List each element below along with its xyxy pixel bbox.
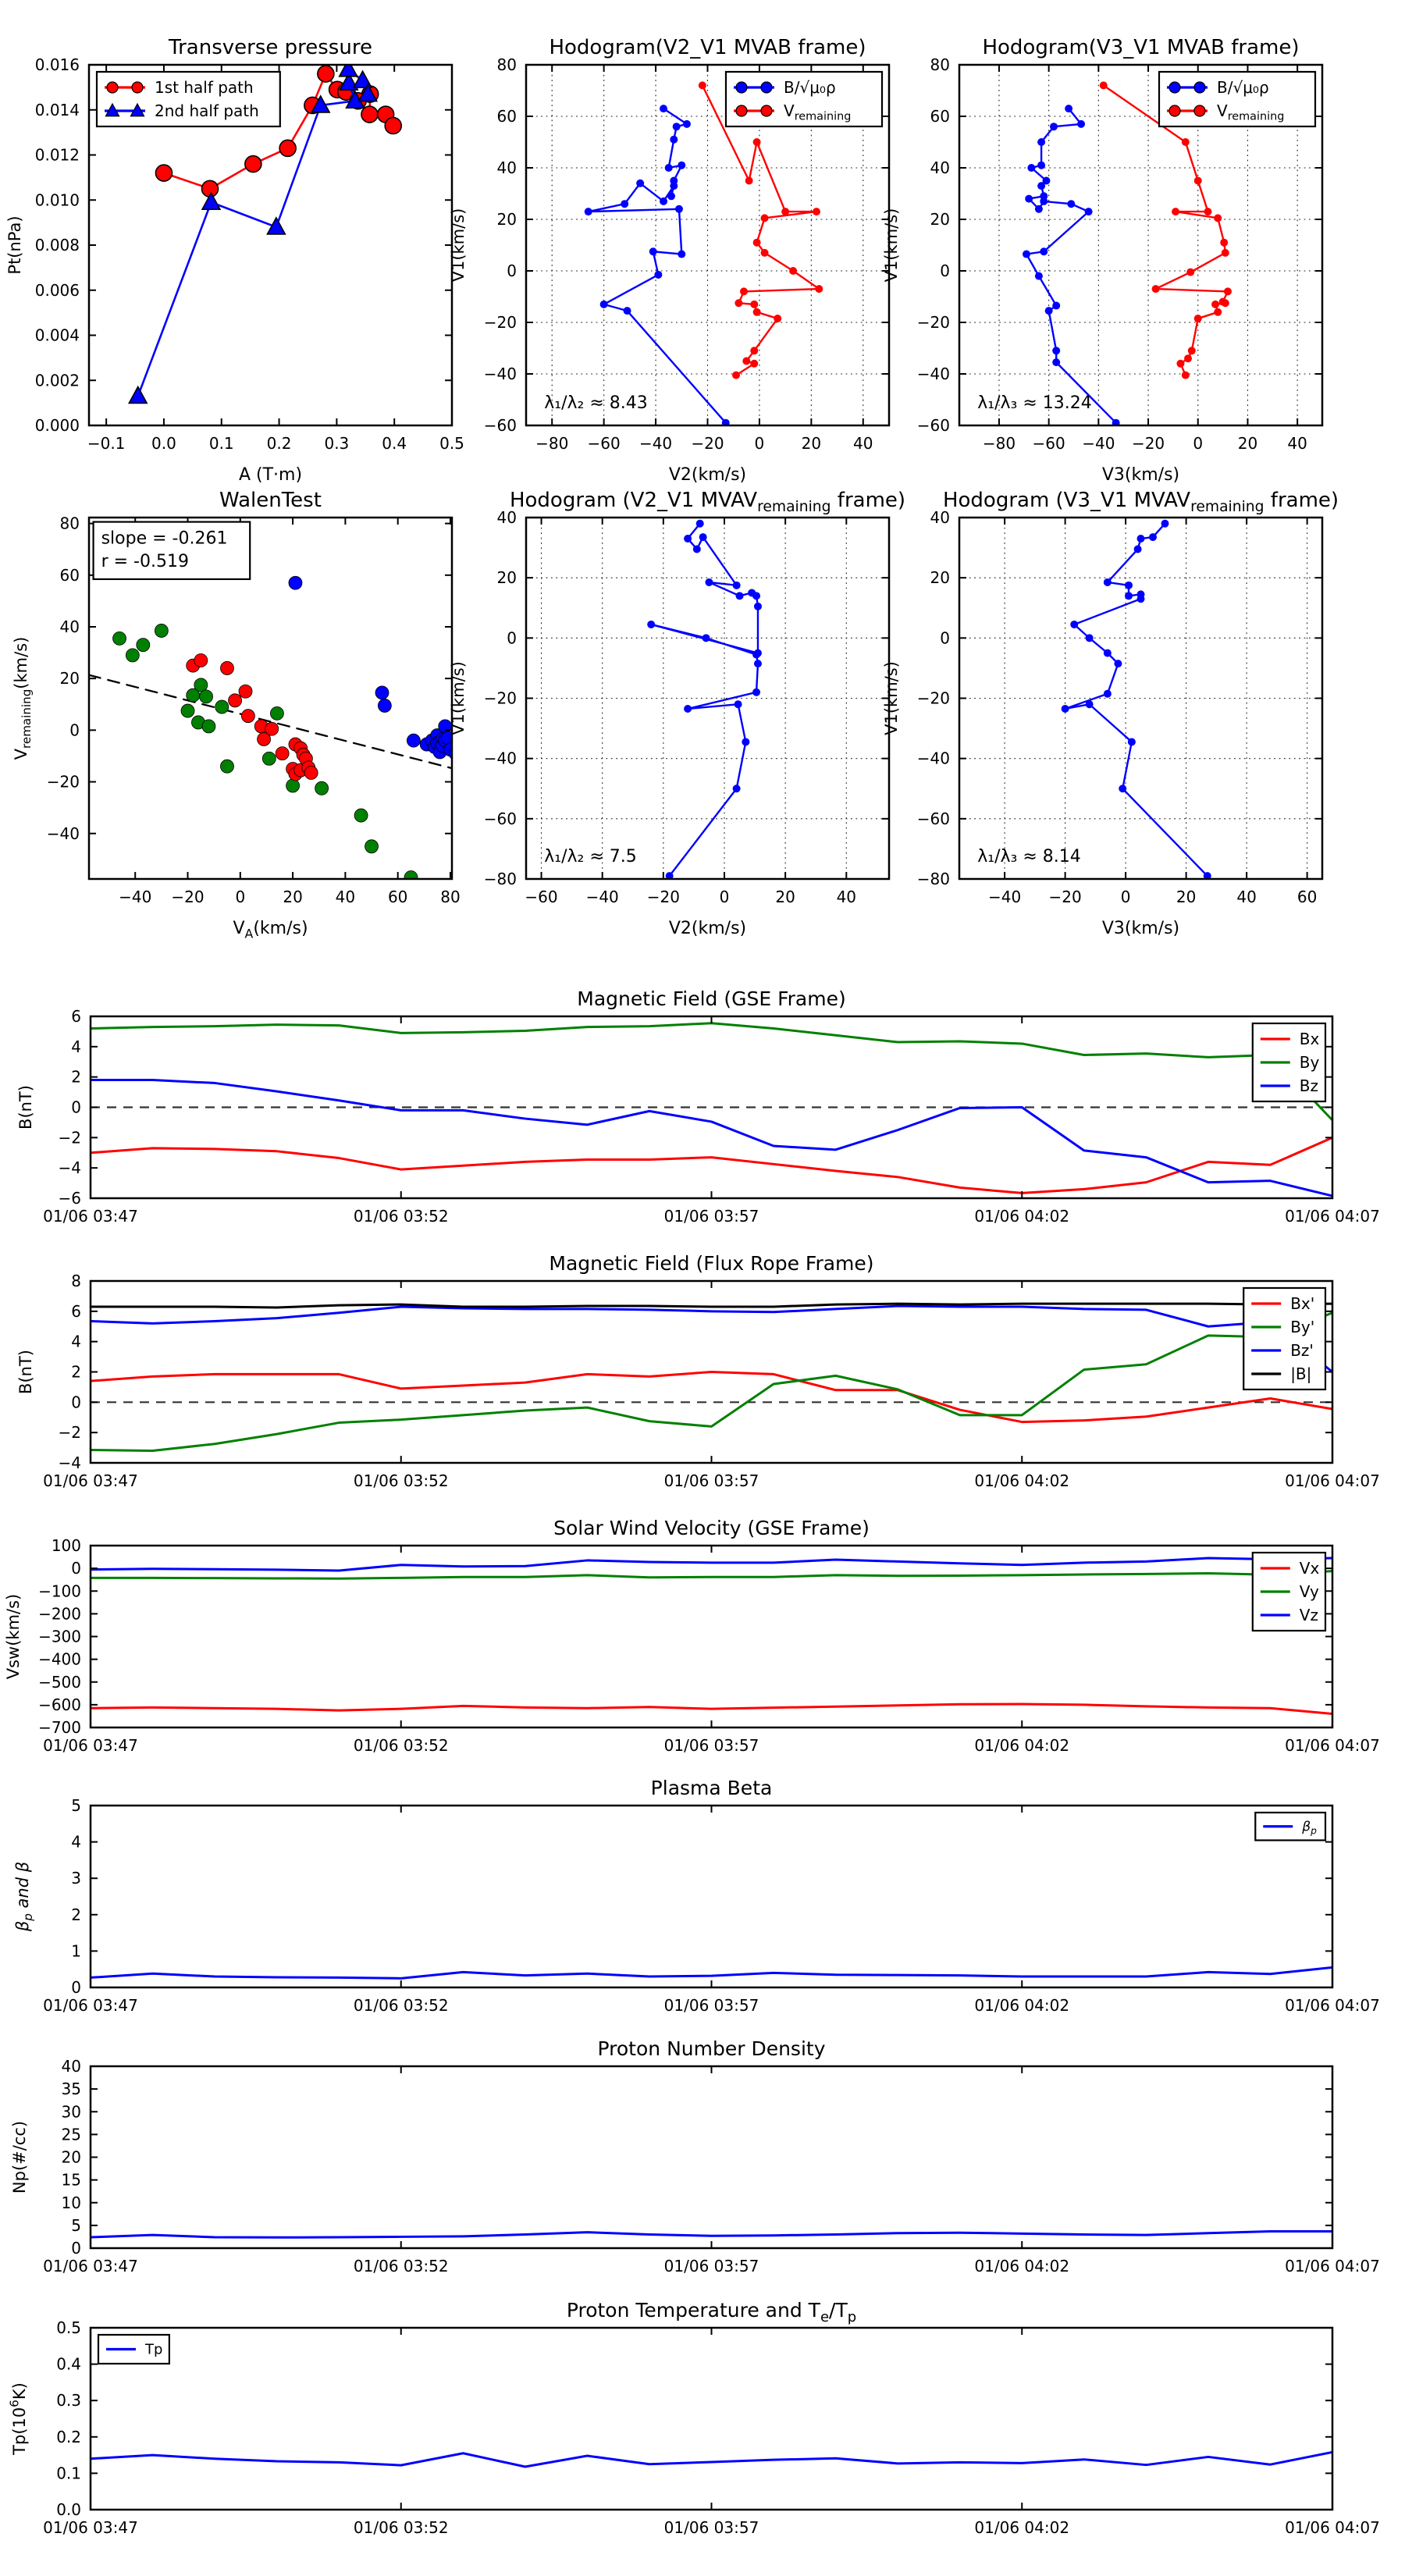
svg-text:01/06 04:02: 01/06 04:02	[974, 1471, 1070, 1490]
svg-text:20: 20	[801, 434, 822, 453]
svg-text:−20: −20	[46, 772, 80, 792]
svg-text:60: 60	[1297, 888, 1318, 906]
svg-text:0.3: 0.3	[324, 434, 350, 453]
svg-text:20: 20	[930, 210, 950, 229]
svg-text:A (T·m): A (T·m)	[238, 465, 303, 485]
svg-text:15: 15	[61, 2170, 81, 2190]
svg-text:By: By	[1299, 1052, 1320, 1072]
svg-text:−60: −60	[916, 809, 950, 828]
svg-text:−60: −60	[483, 416, 517, 435]
svg-text:0.006: 0.006	[34, 280, 80, 300]
svg-text:01/06 04:02: 01/06 04:02	[974, 2518, 1070, 2537]
svg-text:−40: −40	[916, 365, 950, 383]
svg-text:20: 20	[496, 568, 517, 588]
svg-text:40: 40	[930, 508, 950, 527]
svg-text:0.014: 0.014	[34, 100, 80, 119]
svg-text:60: 60	[387, 888, 408, 906]
svg-text:Tp(106K): $Tp(10^6K)$	[7, 2382, 29, 2455]
svg-text:0.2: 0.2	[266, 434, 292, 453]
svg-text:40: 40	[1287, 434, 1307, 453]
svg-text:0: 0	[719, 888, 730, 906]
svg-text:60: 60	[930, 107, 950, 126]
svg-text:Transverse pressure: Transverse pressure	[169, 36, 372, 59]
svg-text:V3(km/s): V3(km/s)	[1101, 919, 1180, 938]
svg-text:40: 40	[930, 158, 950, 177]
svg-text:10: 10	[61, 2193, 81, 2212]
svg-text:0.010: 0.010	[34, 190, 80, 210]
svg-text:5: 5	[71, 1796, 81, 1815]
svg-text:−20: −20	[646, 888, 680, 906]
svg-text:Plasma Beta: Plasma Beta	[650, 1777, 773, 1799]
svg-text:3: 3	[71, 1869, 81, 1888]
svg-text:01/06 03:57: 01/06 03:57	[663, 1996, 759, 2015]
svg-text:By': By'	[1290, 1317, 1315, 1336]
svg-text:01/06 03:52: 01/06 03:52	[353, 2257, 449, 2275]
svg-text:−40: −40	[988, 888, 1022, 906]
svg-text:0.5: 0.5	[439, 434, 464, 453]
svg-text:−80: −80	[535, 434, 569, 453]
svg-text:0.2: 0.2	[56, 2427, 81, 2446]
svg-text:0: 0	[71, 1978, 81, 1997]
svg-text:Proton Temperature and Te/Tp: Proton Temperature and $T_e/T_p$	[566, 2299, 857, 2325]
svg-text:Proton Number Density: Proton Number Density	[597, 2037, 826, 2060]
svg-text:40: 40	[335, 888, 356, 906]
svg-text:0.1: 0.1	[208, 434, 234, 453]
svg-text:Magnetic Field (Flux Rope Fram: Magnetic Field (Flux Rope Frame)	[549, 1252, 874, 1275]
svg-text:r = -0.519: r = -0.519	[101, 551, 189, 571]
svg-text:V1(km/s): V1(km/s)	[882, 208, 901, 283]
svg-text:40: 40	[496, 158, 517, 177]
svg-text:−40: −40	[119, 888, 152, 906]
svg-text:20: 20	[61, 2147, 81, 2167]
svg-text:4: 4	[71, 1037, 81, 1056]
svg-text:Bx: Bx	[1299, 1029, 1320, 1048]
svg-text:−80: −80	[916, 870, 950, 888]
hodogram-v3v1-mvav-chart	[873, 482, 1397, 957]
svg-text:|B|: |B|	[1290, 1364, 1312, 1383]
svg-text:0: 0	[71, 1559, 81, 1578]
svg-text:0: 0	[507, 628, 517, 648]
svg-text:Solar Wind Velocity (GSE Frame: Solar Wind Velocity (GSE Frame)	[553, 1517, 870, 1539]
proton-temperature-chart	[5, 2292, 1404, 2560]
svg-text:01/06 03:47: 01/06 03:47	[43, 1471, 138, 1490]
svg-text:0: 0	[69, 720, 80, 740]
svg-text:Bx': Bx'	[1290, 1293, 1315, 1313]
svg-text:01/06 03:52: 01/06 03:52	[353, 2518, 449, 2537]
svg-text:01/06 03:47: 01/06 03:47	[43, 1207, 138, 1226]
svg-text:−700: −700	[38, 1718, 81, 1737]
proton-density-chart	[5, 2030, 1404, 2298]
svg-text:2: 2	[71, 1067, 81, 1087]
svg-text:βp: $\beta_p$	[1302, 1819, 1317, 1837]
svg-text:V1(km/s): V1(km/s)	[449, 208, 468, 283]
svg-text:λ₁/λ₃ ≈ 13.24: λ₁/λ₃ ≈ 13.24	[977, 393, 1092, 414]
svg-text:slope = -0.261: slope = -0.261	[101, 528, 228, 549]
svg-text:01/06 03:57: 01/06 03:57	[663, 2518, 759, 2537]
svg-text:−20: −20	[171, 888, 205, 906]
svg-text:V2(km/s): V2(km/s)	[668, 465, 747, 485]
svg-text:20: 20	[283, 888, 303, 906]
svg-text:B/√μ₀ρ: B/√μ₀ρ	[784, 77, 836, 97]
svg-text:01/06 04:02: 01/06 04:02	[974, 1996, 1070, 2015]
svg-text:−60: −60	[587, 434, 621, 453]
svg-text:0.3: 0.3	[56, 2391, 81, 2411]
svg-text:βp and β: $\beta_p$ and β	[13, 1861, 36, 1932]
svg-text:Vremaining(km/s): $V_{remaining}(km/s)$	[12, 636, 34, 760]
svg-text:−4: −4	[58, 1158, 81, 1178]
svg-text:0: 0	[235, 888, 246, 906]
svg-text:4: 4	[71, 1832, 81, 1852]
svg-text:−80: −80	[982, 434, 1016, 453]
svg-text:6: 6	[71, 1301, 81, 1321]
svg-text:−40: −40	[483, 749, 517, 768]
svg-text:−2: −2	[58, 1128, 81, 1147]
svg-text:40: 40	[59, 617, 80, 636]
svg-text:0.0: 0.0	[56, 2500, 81, 2519]
svg-text:λ₁/λ₃ ≈ 8.14: λ₁/λ₃ ≈ 8.14	[977, 847, 1081, 867]
svg-text:60: 60	[59, 565, 80, 585]
svg-text:−2: −2	[58, 1423, 81, 1443]
svg-text:0.002: 0.002	[34, 371, 80, 390]
svg-text:V1(km/s): V1(km/s)	[882, 661, 901, 735]
svg-text:1: 1	[71, 1941, 81, 1961]
svg-text:V2(km/s): V2(km/s)	[668, 919, 747, 938]
svg-text:5: 5	[71, 2215, 81, 2235]
svg-text:0.4: 0.4	[56, 2354, 81, 2374]
svg-text:−40: −40	[483, 365, 517, 383]
svg-text:0: 0	[71, 1393, 81, 1412]
svg-text:01/06 04:02: 01/06 04:02	[974, 1736, 1070, 1755]
svg-text:V1(km/s): V1(km/s)	[449, 661, 468, 735]
svg-text:B/√μ₀ρ: B/√μ₀ρ	[1217, 77, 1269, 97]
svg-text:01/06 03:52: 01/06 03:52	[353, 1471, 449, 1490]
svg-text:Bz: Bz	[1299, 1076, 1319, 1095]
svg-text:−60: −60	[483, 809, 517, 828]
plasma-beta-chart	[5, 1770, 1404, 2037]
svg-text:40: 40	[1236, 888, 1257, 906]
svg-text:40: 40	[61, 2057, 81, 2076]
svg-text:01/06 03:47: 01/06 03:47	[43, 1996, 138, 2015]
svg-text:01/06 04:02: 01/06 04:02	[974, 2257, 1070, 2275]
svg-text:2nd half path: 2nd half path	[155, 101, 259, 120]
svg-text:0: 0	[1120, 888, 1131, 906]
svg-text:80: 80	[930, 55, 950, 74]
svg-text:Vz: Vz	[1299, 1605, 1318, 1624]
svg-text:−80: −80	[483, 870, 517, 888]
svg-text:Hodogram (V2_V1 MVAVremaining: Hodogram (V2_V1 $MVAV_{remaining}$ frame)	[509, 489, 906, 516]
svg-text:−20: −20	[1048, 888, 1082, 906]
svg-text:−40: −40	[916, 749, 950, 768]
svg-text:4: 4	[71, 1332, 81, 1351]
svg-text:0: 0	[940, 262, 950, 280]
svg-text:40: 40	[836, 888, 857, 906]
svg-text:01/06 03:52: 01/06 03:52	[353, 1996, 449, 2015]
svg-text:30: 30	[61, 2102, 81, 2122]
svg-text:35: 35	[61, 2080, 81, 2099]
svg-text:60: 60	[496, 107, 517, 126]
hodogram-v3v1-mvab-chart	[873, 29, 1397, 503]
svg-text:20: 20	[1176, 888, 1197, 906]
svg-text:0.000: 0.000	[34, 416, 80, 435]
svg-text:Np(#/cc): Np(#/cc)	[10, 2120, 29, 2194]
svg-text:0: 0	[940, 628, 950, 648]
svg-text:−300: −300	[38, 1627, 81, 1646]
svg-text:0: 0	[71, 1098, 81, 1117]
svg-text:VA(km/s): $V_A(km/s)$	[233, 919, 308, 941]
svg-text:01/06 04:02: 01/06 04:02	[974, 1207, 1070, 1226]
svg-text:01/06 03:52: 01/06 03:52	[353, 1736, 449, 1755]
svg-text:0.5: 0.5	[56, 2318, 81, 2337]
svg-text:100: 100	[51, 1536, 81, 1555]
b-gse-chart	[5, 980, 1404, 1248]
svg-text:−100: −100	[38, 1582, 81, 1601]
svg-text:0.016: 0.016	[34, 55, 80, 74]
svg-text:Hodogram(V3_V1 MVAB frame): Hodogram(V3_V1 MVAB frame)	[982, 36, 1300, 59]
svg-text:−20: −20	[691, 434, 724, 453]
svg-text:λ₁/λ₂ ≈ 8.43: λ₁/λ₂ ≈ 8.43	[544, 393, 648, 414]
svg-text:6: 6	[71, 1007, 81, 1026]
svg-text:−20: −20	[483, 313, 517, 332]
svg-text:80: 80	[59, 514, 80, 533]
svg-text:20: 20	[496, 210, 517, 229]
svg-text:−20: −20	[1131, 434, 1165, 453]
svg-text:0.4: 0.4	[382, 434, 407, 453]
svg-text:λ₁/λ₂ ≈ 7.5: λ₁/λ₂ ≈ 7.5	[544, 847, 637, 867]
svg-text:01/06 04:07: 01/06 04:07	[1285, 1996, 1380, 2015]
svg-text:−40: −40	[585, 888, 619, 906]
svg-text:−6: −6	[58, 1189, 81, 1208]
svg-text:−20: −20	[916, 313, 950, 332]
svg-text:01/06 04:07: 01/06 04:07	[1285, 2518, 1380, 2537]
svg-text:−0.1: −0.1	[87, 434, 126, 453]
svg-text:01/06 03:52: 01/06 03:52	[353, 1207, 449, 1226]
svg-text:WalenTest: WalenTest	[219, 489, 322, 512]
svg-text:−60: −60	[1032, 434, 1065, 453]
svg-text:80: 80	[496, 55, 517, 74]
svg-text:0: 0	[1193, 434, 1204, 453]
svg-text:−60: −60	[916, 416, 950, 435]
svg-text:−400: −400	[38, 1649, 81, 1669]
vsw-gse-chart	[5, 1510, 1404, 1777]
svg-text:Magnetic Field (GSE Frame): Magnetic Field (GSE Frame)	[577, 987, 846, 1010]
svg-text:01/06 04:07: 01/06 04:07	[1285, 2257, 1380, 2275]
svg-text:01/06 03:47: 01/06 03:47	[43, 2257, 138, 2275]
svg-text:Hodogram (V3_V1 MVAVremaining: Hodogram (V3_V1 $MVAV_{remaining}$ frame)	[942, 489, 1339, 516]
svg-text:−20: −20	[483, 688, 517, 708]
svg-text:Bz': Bz'	[1290, 1340, 1314, 1360]
b-fluxrope-chart	[5, 1245, 1404, 1513]
svg-text:01/06 04:07: 01/06 04:07	[1285, 1471, 1380, 1490]
svg-text:0: 0	[71, 2239, 81, 2258]
svg-text:Pt(nPa): Pt(nPa)	[5, 215, 24, 275]
svg-text:2: 2	[71, 1362, 81, 1382]
svg-text:01/06 04:07: 01/06 04:07	[1285, 1207, 1380, 1226]
svg-text:−500: −500	[38, 1672, 81, 1692]
svg-text:01/06 03:47: 01/06 03:47	[43, 2518, 138, 2537]
svg-text:01/06 03:57: 01/06 03:57	[663, 1736, 759, 1755]
svg-text:−40: −40	[46, 824, 80, 843]
svg-text:20: 20	[59, 669, 80, 688]
svg-text:Hodogram(V2_V1 MVAB frame): Hodogram(V2_V1 MVAB frame)	[549, 36, 866, 59]
svg-text:40: 40	[853, 434, 873, 453]
svg-text:1st half path: 1st half path	[155, 77, 254, 97]
svg-text:−40: −40	[638, 434, 673, 453]
svg-text:B(nT): B(nT)	[16, 1085, 35, 1130]
svg-text:0.0: 0.0	[151, 434, 176, 453]
svg-text:8: 8	[71, 1272, 81, 1290]
svg-text:Vremaining: $V_{remaining}$	[1217, 101, 1285, 123]
svg-text:Tp: Tp	[145, 2341, 163, 2358]
svg-text:0.008: 0.008	[34, 236, 80, 254]
svg-text:01/06 03:57: 01/06 03:57	[663, 2257, 759, 2275]
svg-text:−20: −20	[916, 688, 950, 708]
svg-text:0.012: 0.012	[34, 145, 80, 165]
svg-text:0: 0	[507, 262, 517, 280]
svg-text:0.1: 0.1	[56, 2464, 81, 2483]
svg-text:20: 20	[930, 568, 950, 588]
svg-text:0: 0	[754, 434, 765, 453]
svg-text:40: 40	[496, 508, 517, 527]
svg-text:0.004: 0.004	[34, 326, 80, 345]
svg-text:B(nT): B(nT)	[16, 1350, 35, 1394]
svg-text:−60: −60	[525, 888, 558, 906]
svg-text:25: 25	[61, 2125, 81, 2144]
svg-text:Vx: Vx	[1299, 1558, 1320, 1578]
svg-text:Vsw(km/s): Vsw(km/s)	[4, 1593, 23, 1680]
svg-text:01/06 03:57: 01/06 03:57	[663, 1207, 759, 1226]
svg-text:−600: −600	[38, 1695, 81, 1714]
svg-text:−4: −4	[58, 1453, 81, 1472]
svg-text:2: 2	[71, 1905, 81, 1924]
svg-text:−40: −40	[1082, 434, 1115, 453]
svg-text:01/06 03:57: 01/06 03:57	[663, 1471, 759, 1490]
svg-text:80: 80	[440, 888, 461, 906]
svg-text:01/06 04:07: 01/06 04:07	[1285, 1736, 1380, 1755]
svg-text:Vy: Vy	[1299, 1582, 1319, 1601]
svg-text:V3(km/s): V3(km/s)	[1101, 465, 1180, 485]
svg-text:01/06 03:47: 01/06 03:47	[43, 1736, 138, 1755]
svg-text:Vremaining: $V_{remaining}$	[784, 101, 852, 123]
svg-text:20: 20	[1237, 434, 1258, 453]
svg-text:−200: −200	[38, 1604, 81, 1624]
svg-text:20: 20	[775, 888, 795, 906]
